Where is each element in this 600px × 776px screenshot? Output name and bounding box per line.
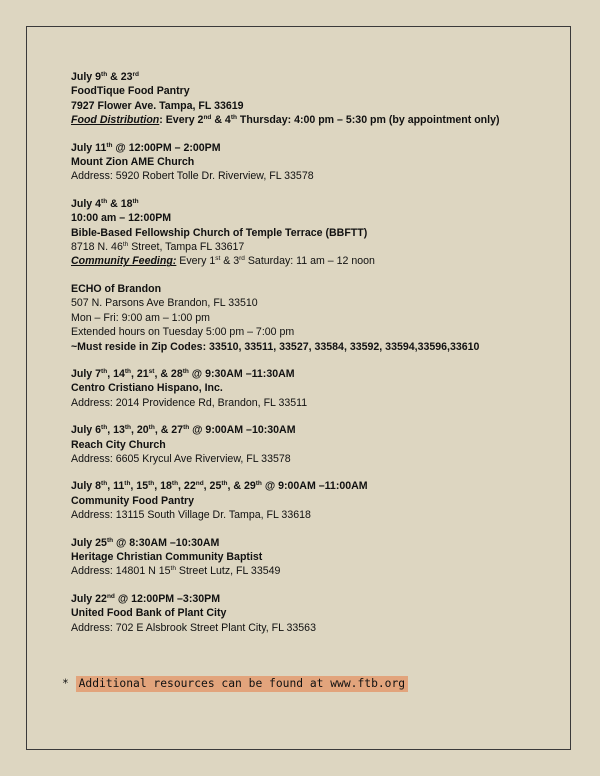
entry-address: Address: 5920 Robert Tolle Dr. Riverview, FL 33578: [71, 170, 314, 183]
entry-note: Food Distribution: Every 2nd & 4th Thursday: 4:00 pm – 5:30 pm (by appointment only): [71, 114, 500, 127]
food-resource-list: [71, 70, 571, 648]
entry-date: July 6th, 13th, 20th, & 27th @ 9:00AM –10:30AM: [71, 424, 296, 437]
footnote-highlighted-text: Additional resources can be found at www.ftb.org: [76, 676, 408, 692]
list-item: [71, 479, 571, 522]
list-item: [71, 141, 571, 184]
entry-name: ECHO of Brandon: [71, 282, 162, 295]
entry-date: July 4th & 18th: [71, 197, 139, 210]
entry-name: Reach City Church: [71, 438, 166, 451]
entry-note: Community Feeding: Every 1st & 3rd Saturday: 11 am – 12 noon: [71, 255, 375, 268]
entry-address: 8718 N. 46th Street, Tampa FL 33617: [71, 241, 245, 254]
entry-name: Bible-Based Fellowship Church of Temple Terrace (BBFTT): [71, 226, 368, 239]
footnote-asterisk: *: [62, 677, 76, 690]
footnote: [62, 677, 408, 690]
entry-address: 507 N. Parsons Ave Brandon, FL 33510: [71, 297, 258, 310]
list-item: [71, 282, 571, 354]
entry-name: Heritage Christian Community Baptist: [71, 550, 263, 563]
entry-date: July 7th, 14th, 21st, & 28th @ 9:30AM –11:30AM: [71, 367, 295, 380]
entry-address: Address: 702 E Alsbrook Street Plant City, FL 33563: [71, 621, 316, 634]
entry-name: Community Food Pantry: [71, 494, 195, 507]
list-item: [71, 423, 571, 466]
list-item: [71, 536, 571, 579]
entry-date: July 25th @ 8:30AM –10:30AM: [71, 536, 220, 549]
entry-name: FoodTique Food Pantry: [71, 85, 190, 98]
entry-address: 7927 Flower Ave. Tampa, FL 33619: [71, 99, 244, 112]
note-label: Food Distribution: [71, 114, 160, 127]
list-item: [71, 70, 571, 128]
entry-name: Centro Cristiano Hispano, Inc.: [71, 382, 223, 395]
entry-address: Address: 6605 Krycul Ave Riverview, FL 33578: [71, 452, 291, 465]
entry-address: Address: 13115 South Village Dr. Tampa, FL 33618: [71, 509, 311, 522]
entry-name: United Food Bank of Plant City: [71, 607, 227, 620]
entry-time: 10:00 am – 12:00PM: [71, 212, 172, 225]
entry-extended-hours: Extended hours on Tuesday 5:00 pm – 7:00 pm: [71, 326, 295, 339]
entry-address: Address: 14801 N 15th Street Lutz, FL 33549: [71, 565, 281, 578]
list-item: [71, 367, 571, 410]
list-item: [71, 197, 571, 269]
note-label: Community Feeding:: [71, 255, 177, 268]
entry-name: Mount Zion AME Church: [71, 156, 195, 169]
entry-date: July 11th @ 12:00PM – 2:00PM: [71, 141, 221, 154]
entry-date: July 22nd @ 12:00PM –3:30PM: [71, 592, 221, 605]
entry-zip-note: ~Must reside in Zip Codes: 33510, 33511, 33527, 33584, 33592, 33594,33596,33610: [71, 340, 480, 353]
list-item: [71, 592, 571, 635]
entry-hours: Mon – Fri: 9:00 am – 1:00 pm: [71, 311, 210, 324]
entry-date: July 9th & 23rd: [71, 71, 140, 83]
entry-address: Address: 2014 Providence Rd, Brandon, FL 33511: [71, 396, 308, 409]
entry-date: July 8th, 11th, 15th, 18th, 22nd, 25th, & 29th @ 9:00AM –11:00AM: [71, 480, 368, 493]
